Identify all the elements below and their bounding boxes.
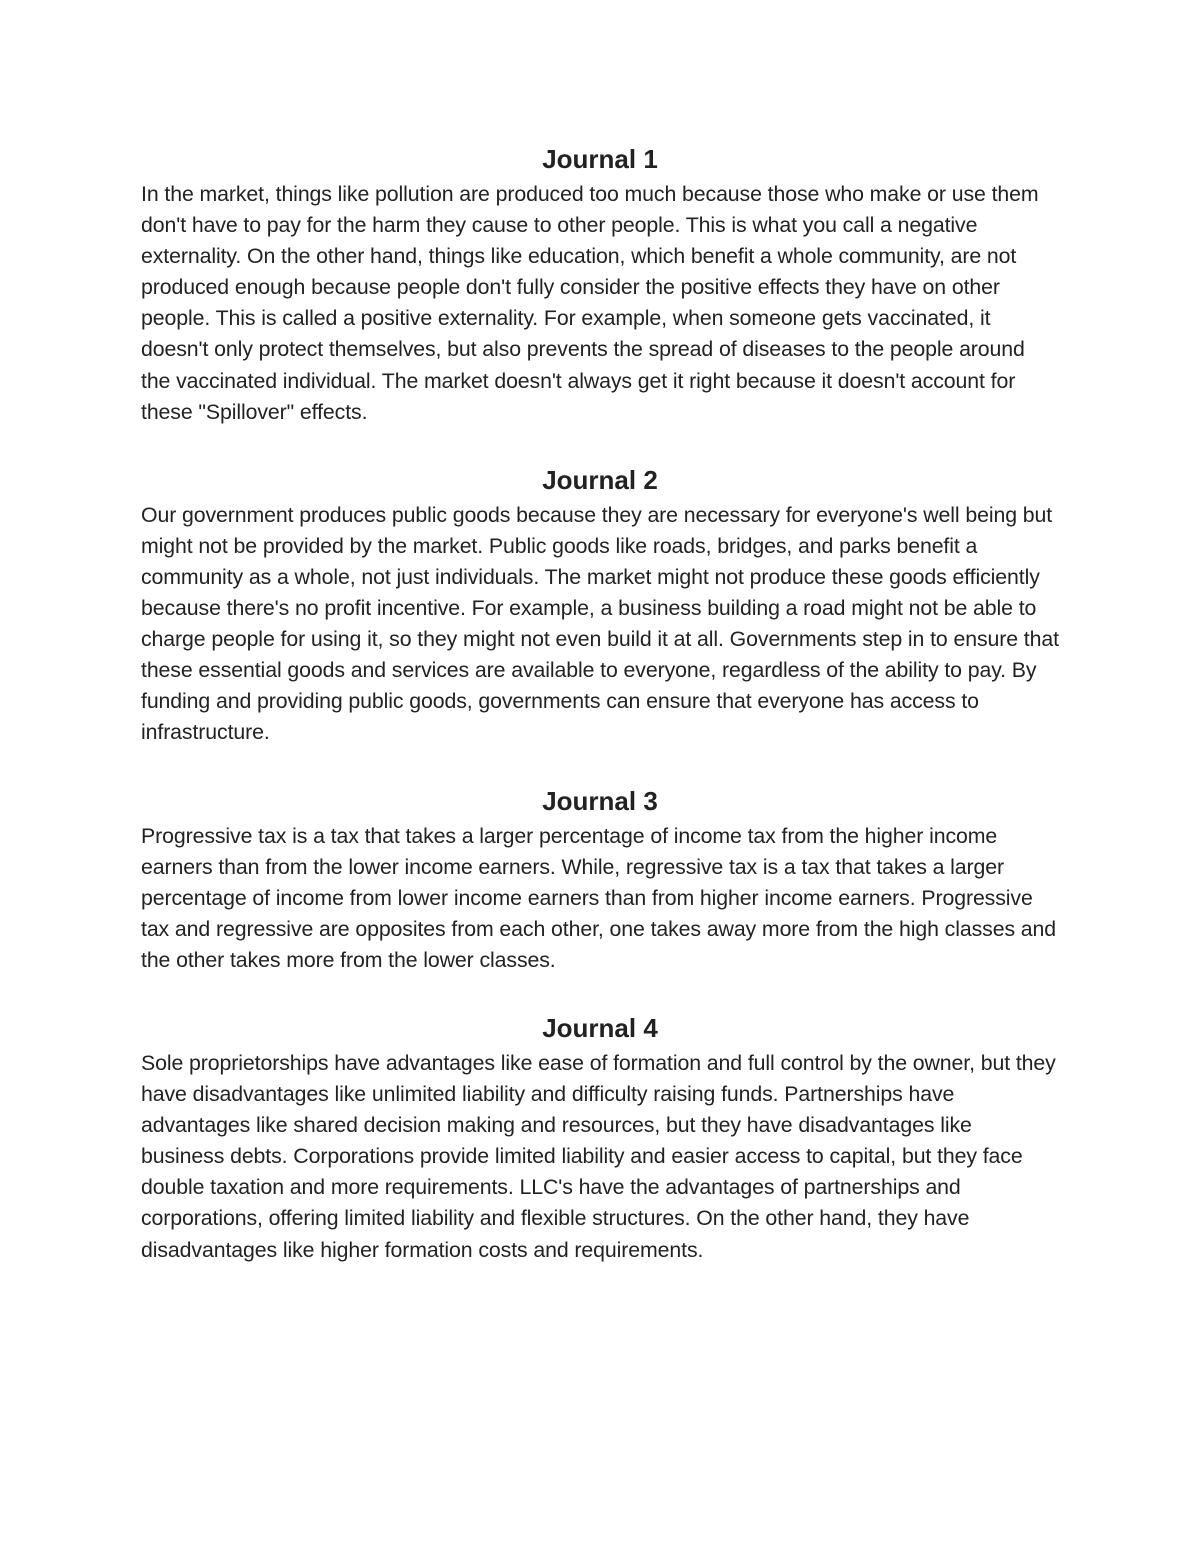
document-page xyxy=(141,142,1059,1301)
journal-body: In the market, things like pollution are produced too much because those who make or use them don't have to pay for the harm they cause to other people. This is what you call a negative externality. On the other hand, things like education, which benefit a whole community, are not produced enough because people don't fully consider the positive effects they have on other people. This is called a positive externality. For example, when someone gets vaccinated, it doesn't only protect themselves, but also prevents the spread of diseases to the people around the vaccinated individual. The market doesn't always get it right because it doesn't account for these "Spillover" effects. xyxy=(141,182,1039,424)
journal-section-2 xyxy=(141,463,1059,749)
journal-section-3 xyxy=(141,784,1059,976)
journal-section-1 xyxy=(141,142,1059,428)
journal-title: Journal 1 xyxy=(542,144,658,174)
journal-body: Sole proprietorships have advantages like ease of formation and full control by the owner, but they have disadvantages like unlimited liability and difficulty raising funds. Partnerships have advantages like shared decision making and resources, but they have disadvantages like business debts. Corporations provide limited liability and easier access to capital, but they face double taxation and more requirements. LLC's have the advantages of partnerships and corporations, offering limited liability and flexible structures. On the other hand, they have disadvantages like higher formation costs and requirements. xyxy=(141,1050,1056,1262)
journal-body: Our government produces public goods because they are necessary for everyone's well being but might not be provided by the market. Public goods like roads, bridges, and parks benefit a community as a whole, not just individuals. The market might not produce these goods efficiently because there's no profit incentive. For example, a business building a road might not be able to charge people for using it, so they might not even build it at all. Governments step in to ensure that these essential goods and services are available to everyone, regardless of the ability to pay. By funding and providing public goods, governments can ensure that everyone has access to infrastructure. xyxy=(141,502,1059,745)
journal-title: Journal 3 xyxy=(542,785,658,816)
journal-title: Journal 4 xyxy=(542,1012,658,1043)
journal-section-4 xyxy=(141,1011,1059,1266)
journal-body: Progressive tax is a tax that takes a larger percentage of income tax from the higher income earners than from the lower income earners. While, regressive tax is a tax that takes a larger percentage of income from lower income earners than from higher income earners. Progressive tax and regressive are opposites from each other, one takes away more from the high classes and the other takes more from the lower classes. xyxy=(141,823,1057,972)
journal-title: Journal 2 xyxy=(542,464,658,495)
